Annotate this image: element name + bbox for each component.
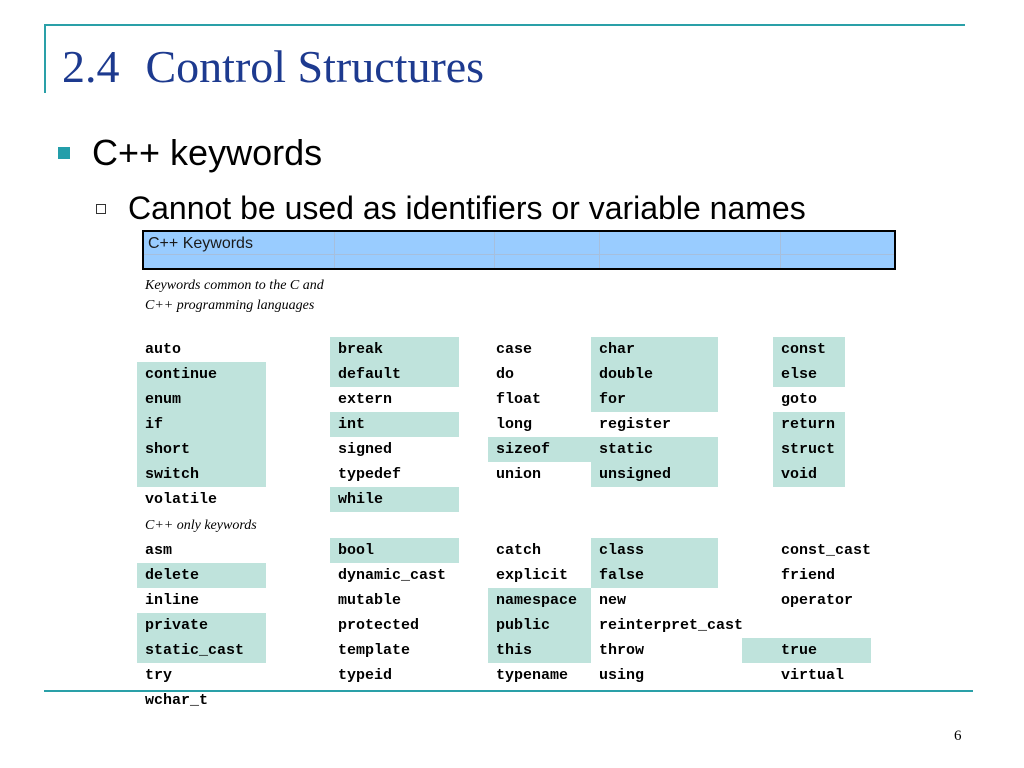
keyword-cell: enum [137,387,266,412]
keyword-cell: throw [599,642,645,659]
bullet-text: C++ keywords [92,132,323,173]
keyword-cell: default [330,362,459,387]
title-number: 2.4 [62,41,120,92]
square-bullet-icon [58,147,70,159]
keyword-cell: case [496,341,533,358]
keyword-cell: typename [496,667,569,684]
keyword-cell: goto [781,391,818,408]
keyword-cell: const_cast [781,542,872,559]
keyword-cell: explicit [496,567,569,584]
table-caption: C++ Keywords [148,235,253,252]
keyword-cell: sizeof [488,437,591,462]
keyword-cell: long [496,416,533,433]
keyword-cell: false [591,563,718,588]
keyword-cell: static [591,437,718,462]
keyword-cell: mutable [338,592,402,609]
keyword-cell: float [496,391,542,408]
keyword-cell: short [137,437,266,462]
keyword-cell: typedef [338,466,402,483]
keyword-cell: private [137,613,266,638]
frame-top-line [44,24,965,26]
keyword-cell: union [496,466,542,483]
keyword-cell: delete [137,563,266,588]
bullet-level-1 [58,132,322,174]
hollow-square-bullet-icon [96,204,106,214]
keyword-cell: continue [137,362,266,387]
keyword-cell: public [488,613,591,638]
keyword-cell: if [137,412,266,437]
keyword-cell: wchar_t [145,692,209,709]
keyword-cell: volatile [145,491,218,508]
keyword-cell: class [591,538,718,563]
sub-bullet-text: Cannot be used as identifiers or variable names [128,190,806,226]
keyword-cell: char [591,337,718,362]
keyword-cell: else [773,362,845,387]
keyword-cell: virtual [781,667,845,684]
keyword-cell: signed [338,441,393,458]
keyword-cell: new [599,592,627,609]
keyword-cell: typeid [338,667,393,684]
keyword-cell: return [773,412,845,437]
keyword-cell: dynamic_cast [338,567,447,584]
keyword-cell: unsigned [591,462,718,487]
keyword-cell: double [591,362,718,387]
keyword-cell: reinterpret_cast [599,617,744,634]
keyword-cell: for [591,387,718,412]
keyword-cell: template [338,642,411,659]
keyword-cell: struct [773,437,845,462]
keywords-table-header [142,230,896,270]
cpp-only-keywords-label: C++ only keywords [145,518,257,533]
keyword-cell: inline [145,592,200,609]
bullet-level-2 [96,190,806,227]
keyword-cell: protected [338,617,420,634]
keyword-cell: extern [338,391,393,408]
keyword-cell: namespace [488,588,591,613]
keyword-cell: this [488,638,591,663]
keyword-cell: register [599,416,672,433]
keyword-cell: true [742,638,871,663]
keyword-cell: auto [145,341,182,358]
keyword-cell: int [330,412,459,437]
title-text: Control Structures [145,41,485,92]
frame-left-line [44,24,46,93]
slide-title [62,41,485,92]
keyword-cell: friend [781,567,836,584]
keyword-cell: using [599,667,645,684]
page-number: 6 [954,728,962,744]
keyword-cell: const [773,337,845,362]
keyword-cell: operator [781,592,854,609]
common-keywords-label: Keywords common to the C and C++ programming languages [145,278,324,313]
keyword-cell: try [145,667,173,684]
keyword-cell: do [496,366,515,383]
keyword-cell: static_cast [137,638,266,663]
keyword-cell: catch [496,542,542,559]
keyword-cell: bool [330,538,459,563]
keyword-cell: while [330,487,459,512]
keyword-cell: break [330,337,459,362]
keyword-cell: void [773,462,845,487]
keyword-cell: switch [137,462,266,487]
keyword-cell: asm [145,542,173,559]
